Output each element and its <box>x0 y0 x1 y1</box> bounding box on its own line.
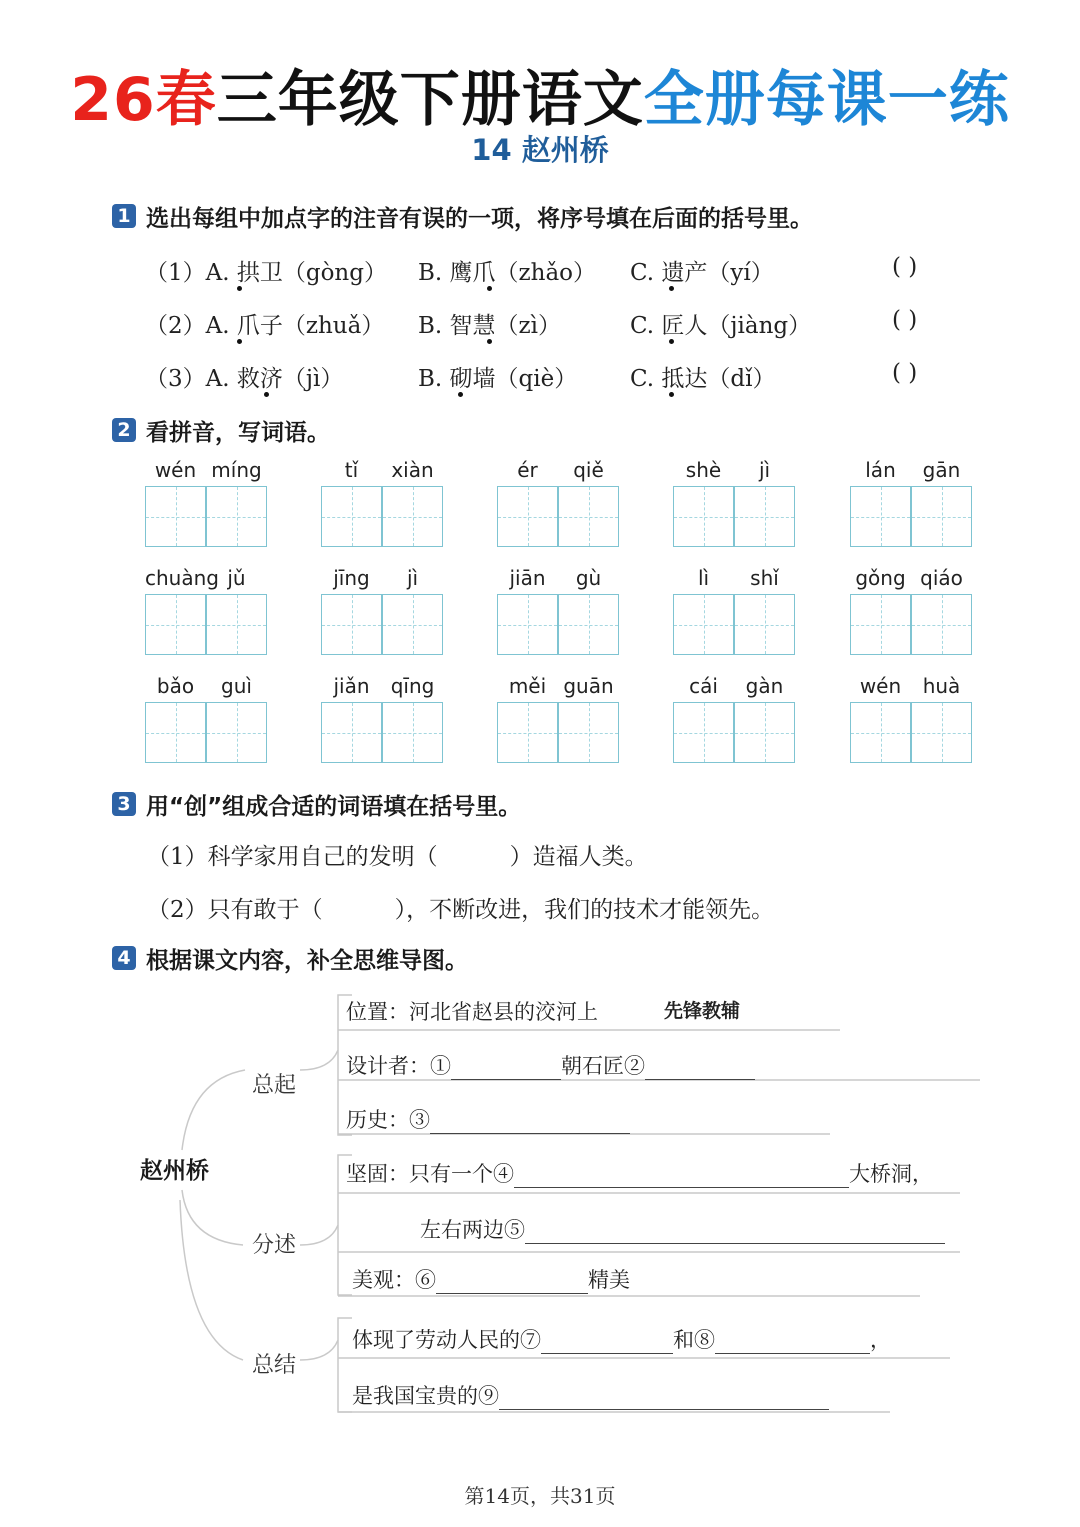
mm-reflect <box>352 1324 891 1354</box>
pinyin-syllable: guān <box>563 674 614 698</box>
pinyin-syllable: guì <box>221 674 252 698</box>
pinyin-syllable: huà <box>922 674 961 698</box>
pinyin-syllable: lì <box>697 566 710 590</box>
mm-history-label: 历史：③ <box>346 1108 430 1132</box>
q1-row2-a: （2）A. 爪子（zhuǎ） <box>145 313 385 339</box>
q1-row1-a: （1）A. 拱卫（gòng） <box>145 260 387 286</box>
blank-3[interactable] <box>430 1111 630 1134</box>
q1-row3-b: B. 砌墙（qiè） <box>418 366 578 392</box>
pinyin-syllable: wén <box>859 674 902 698</box>
pinyin-syllable: jīng <box>333 566 370 590</box>
pinyin-syllable: jiǎn <box>333 674 370 698</box>
pinyin-syllable: bǎo <box>156 674 195 698</box>
q1-row1-answer[interactable]: ( ) <box>892 254 918 280</box>
pinyin-syllable: gàn <box>745 674 784 698</box>
title-part-1: 26春 <box>70 65 217 135</box>
pinyin-syllable: cái <box>689 674 718 698</box>
branch-line-1 <box>182 1070 245 1150</box>
q1-row2-answer[interactable]: ( ) <box>892 307 918 333</box>
q3-line-2-start: （2）只有敢于（ <box>147 897 323 923</box>
question-2-number: 2 <box>112 418 136 442</box>
mm-treasure-label: 是我国宝贵的⑨ <box>352 1384 499 1408</box>
blank-2[interactable] <box>645 1057 755 1080</box>
question-3-text: 用“创”组成合适的词语填在括号里。 <box>146 794 522 820</box>
mm-treasure <box>352 1380 829 1410</box>
pinyin-syllable: gǒng <box>855 566 906 590</box>
mind-map-node-detail: 分述 <box>252 1233 297 1258</box>
pinyin-syllable: jì <box>406 566 419 590</box>
blank-7[interactable] <box>541 1331 673 1354</box>
pinyin-syllable: lán <box>865 458 896 482</box>
title-part-2: 三年级下册语文 <box>216 65 644 135</box>
watermark-text: 先锋教辅 <box>664 1000 741 1022</box>
blank-5[interactable] <box>525 1221 945 1244</box>
mm-solid <box>346 1158 933 1188</box>
pinyin-syllable: wén <box>154 458 197 482</box>
mm-solid-end: 大桥洞， <box>849 1162 933 1186</box>
mm-reflect-label: 体现了劳动人民的⑦ <box>352 1328 541 1352</box>
mm-beauty <box>352 1264 630 1294</box>
mm-designer-mid: 朝石匠② <box>561 1054 645 1078</box>
q1-row2-c: C. 匠人（jiàng） <box>630 313 812 339</box>
mm-designer <box>346 1050 755 1080</box>
branch-line-2 <box>182 1190 243 1245</box>
mm-reflect-end: ， <box>870 1328 891 1352</box>
pinyin-syllable: míng <box>211 458 262 482</box>
pinyin-syllable: qiáo <box>920 566 963 590</box>
question-3-number: 3 <box>112 792 136 816</box>
blank-4[interactable] <box>514 1165 849 1188</box>
pinyin-syllable: jiān <box>509 566 546 590</box>
pinyin-syllable: jì <box>758 458 771 482</box>
pinyin-syllable: tǐ <box>344 458 359 482</box>
pinyin-syllable: jǔ <box>227 566 246 590</box>
pinyin-syllable: shǐ <box>750 566 779 590</box>
pinyin-syllable: xiàn <box>391 458 434 482</box>
question-2-text: 看拼音，写词语。 <box>146 420 330 446</box>
pinyin-syllable: ér <box>517 458 538 482</box>
mm-solid-label: 坚固：只有一个④ <box>346 1162 514 1186</box>
q3-line-1-end: ）造福人类。 <box>509 844 648 870</box>
blank-1[interactable] <box>451 1057 561 1080</box>
question-1-text: 选出每组中加点字的注音有误的一项，将序号填在后面的括号里。 <box>146 206 813 232</box>
mm-designer-label: 设计者：① <box>346 1054 451 1078</box>
mind-map-root: 赵州桥 <box>140 1158 209 1184</box>
title-part-3: 全册每课一练 <box>643 65 1010 135</box>
mind-map-node-intro: 总起 <box>252 1073 297 1098</box>
pinyin-syllable: gù <box>575 566 602 590</box>
question-4-number: 4 <box>112 946 136 970</box>
blank-8[interactable] <box>715 1331 870 1354</box>
blank-9[interactable] <box>499 1387 829 1410</box>
q1-row2-b: B. 智慧（zì） <box>418 313 561 339</box>
q1-row3-answer[interactable]: ( ) <box>892 360 918 386</box>
q1-row3-a: （3）A. 救济（jì） <box>145 366 344 392</box>
mm-location: 位置：河北省赵县的洨河上 <box>346 1000 598 1024</box>
page-footer: 第14页，共31页 <box>464 1484 616 1508</box>
pinyin-syllable: shè <box>685 458 722 482</box>
mm-sides-label: 左右两边⑤ <box>420 1218 525 1242</box>
lesson-subtitle: 14 赵州桥 <box>471 133 609 167</box>
question-4-text: 根据课文内容，补全思维导图。 <box>146 948 468 974</box>
q1-row1-b: B. 鹰爪（zhǎo） <box>418 260 597 286</box>
mm-reflect-mid: 和⑧ <box>673 1328 715 1352</box>
pinyin-syllable: qīng <box>390 674 435 698</box>
pinyin-syllable: měi <box>508 674 547 698</box>
q1-row3-c: C. 抵达（dǐ） <box>630 366 776 392</box>
pinyin-syllable: chuàng <box>145 566 219 590</box>
mm-beauty-label: 美观：⑥ <box>352 1268 436 1292</box>
q3-line-2-end: ），不断改进，我们的技术才能领先。 <box>394 897 775 923</box>
q1-row1-c: C. 遗产（yí） <box>630 260 774 286</box>
q3-line-1-start: （1）科学家用自己的发明（ <box>147 844 438 870</box>
mind-map-node-summary: 总结 <box>252 1353 297 1378</box>
mm-sides <box>420 1214 945 1244</box>
pinyin-syllable: qiě <box>573 458 604 482</box>
mm-beauty-end: 精美 <box>588 1268 630 1292</box>
branch-line-3 <box>180 1200 243 1360</box>
question-1-number: 1 <box>112 204 136 228</box>
mm-history <box>346 1104 630 1134</box>
pinyin-syllable: gān <box>922 458 961 482</box>
blank-6[interactable] <box>436 1271 588 1294</box>
